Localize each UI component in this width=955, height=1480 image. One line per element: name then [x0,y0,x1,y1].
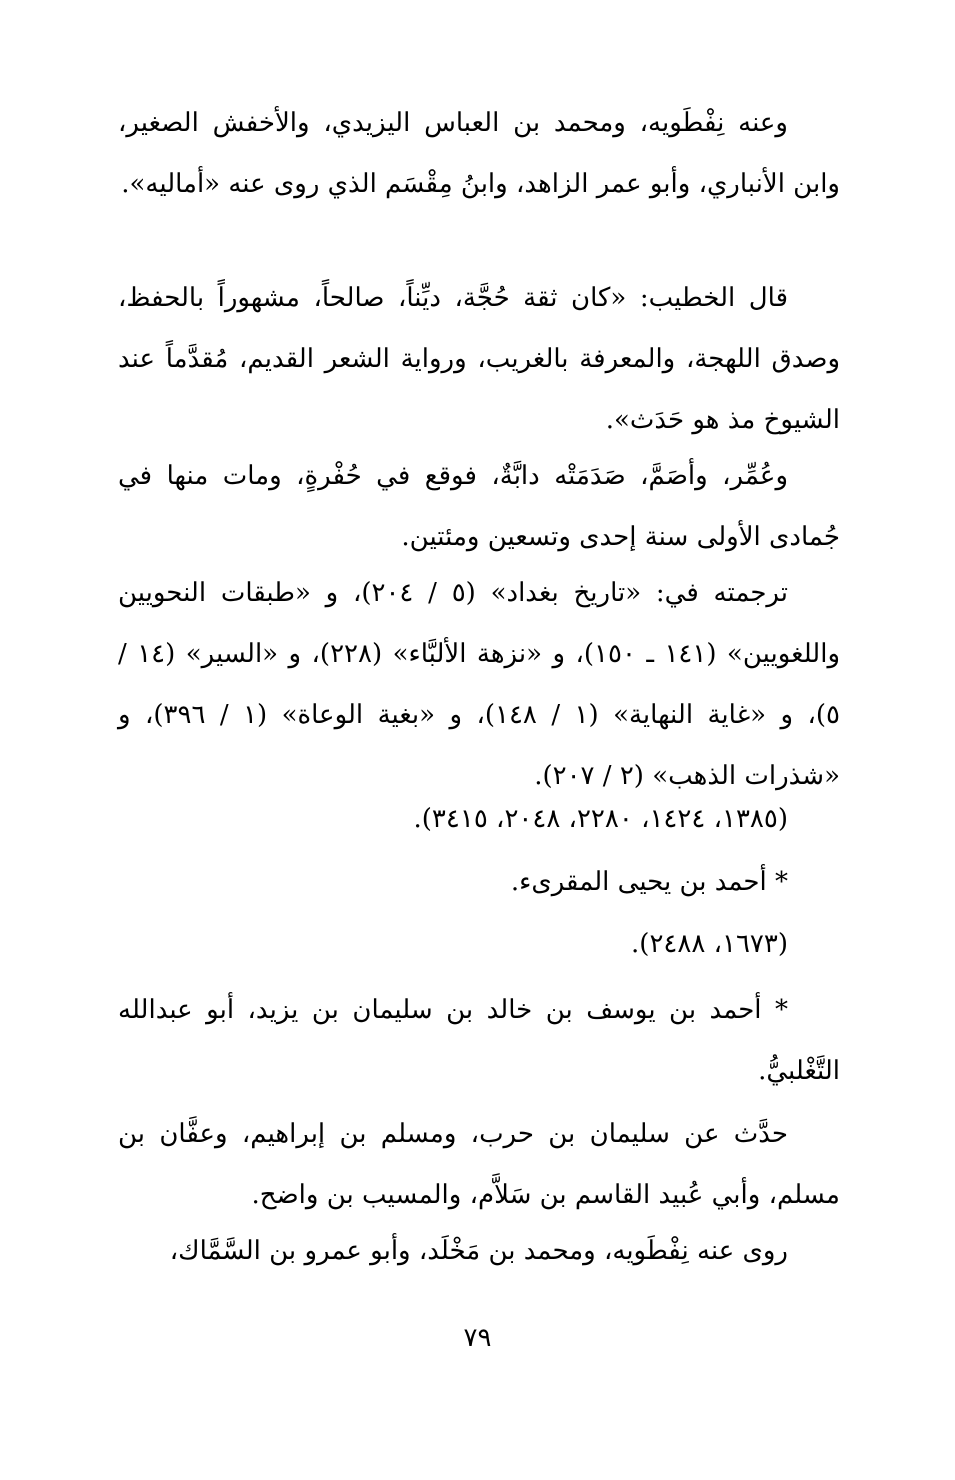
paragraph-biography-sources: ترجمته في: «تاريخ بغداد» (٥ / ٢٠٤)، و «طبقات النحويين واللغويين» (١٤١ ـ ١٥٠)، و «نزهة الألبَّاء» (٢٢٨)، و «السير» (١٤ / ٥)، و «غاية النهاية» (١ / ١٤٨)، و «بغية الوعاة» (١ / ٣٩٦)، و «شذرات الذهب» (٢ / ٢٠٧). [118,578,841,791]
paragraph-narrated-from: حدَّث عن سليمان بن حرب، ومسلم بن إبراهيم، وعفَّان بن مسلم، وأبي عُبيد القاسم بن سَلاَّم، والمسيب بن واضح. [118,1119,840,1210]
paragraph-reference-numbers-1: (١٣٨٥، ١٤٢٤، ٢٢٨٠، ٢٠٤٨، ٣٤١٥). [413,804,788,834]
paragraph-khatib-quote: قال الخطيب: «كان ثقة حُجَّة، ديِّناً، صالحاً، مشهوراً بالحفظ، وصدق اللهجة، والمعرفة بالغريب، ورواية الشعر القديم، مُقدَّماً عند الشيوخ مذ هو حَدَث». [118,283,840,435]
entry-heading-ahmad-yahya: * أحمد بن يحيى المقرىء. [510,867,788,897]
paragraph-narrators: وعنه نِفْطَويه، ومحمد بن العباس اليزيدي، والأخفش الصغير، وابن الأنباري، وأبو عمر الزاهد، وابنُ مِقْسَم الذي روى عنه «أماليه». [118,108,840,199]
page-number: ٧٩ [463,1323,492,1353]
paragraph-death: وعُمِّر، وأصَمَّ، صَدَمَتْه دابَّةٌ، فوقع في حُفْرةٍ، ومات منها في جُمادى الأولى سنة إحدى وتسعين ومئتين. [118,461,840,552]
paragraph-narrated-by: روى عنه نِفْطَويه، ومحمد بن مَخْلَد، وأبو عمرو بن السَّمَّاك، [169,1236,788,1266]
paragraph-reference-numbers-2: (١٦٧٣، ٢٤٨٨). [631,929,788,959]
entry-heading-ahmad-yusuf: * أحمد بن يوسف بن خالد بن سليمان بن يزيد، أبو عبدالله التَّغْلبيُّ. [118,995,840,1086]
